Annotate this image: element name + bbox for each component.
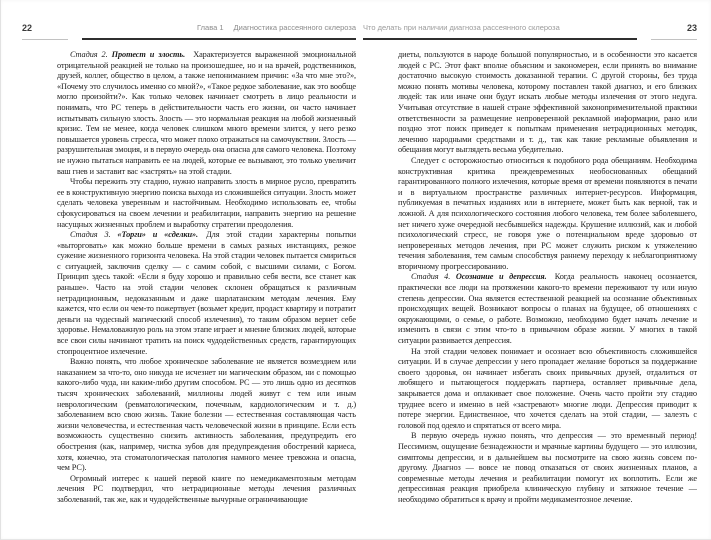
stage-label: Стадия 4. <box>411 272 456 282</box>
paragraph: Чтобы пережить эту стадию, нужно направить злость в мирное русло, превратить ее в конструктивную энергию поиска выхода из сложившейся ситуации. Злость может сделать человека уверенным и настойчивым. Необходимо использовать ее, чтобы сфокусироваться на своем лечении и реабилитации, направить энергию на решение насущных жизненных проблем и выработку стратегии преодоления. <box>57 177 356 229</box>
paragraph: Стадия 3. «Торги» и «сделки». Для этой стадии характерны попытки «выторговать» как можно больше времени в самых разных инстанциях, резкое сужение жизненного горизонта человека. На этой стадии человек пытается смириться с ситуацией, заключив сделку — с самим собой, с высшими силами, с Богом. Принцип здесь такой: «Если я буду хорошо и правильно себя вести, все станет как раньше». Часто на этой стадии человек склонен обращаться к различным нетрадиционным, недоказанным и даже шарлатанским методам лечения. Ему кажется, что если он чем-то пожертвует (возьмет кредит, продаст квартиру и потратит деньги на чудесный магический способ излечения), то таким образом вернет себе здоровье. Немаловажную роль на этом этапе играет и мнение близких людей, которые все свои силы начинают тратить на поиск чудодейственных средств, гарантирующих стопроцентное излечение. <box>57 230 356 356</box>
paragraph: Стадия 4. Осознание и депрессия. Когда реальность наконец осознается, практически все люди на протяжении какого-то времени переживают ту или иную степень депрессии. Она является естественной реакцией на осознание объективных происходящих вещей. Возникают вопросы о планах на будущее, об отношениях с окружающими, о семье, о работе. Возможно, необходимо будет начать лечение и изменить в связи с этим что-то в привычном образе жизни. У многих в такой ситуации развивается депрессия. <box>398 272 697 346</box>
paragraph: В первую очередь нужно понять, что депрессия — это временный период! Пессимизм, ощущение безнадежности и мрачные картины будущего — это иллюзии, симптомы депрессии, и в дальнейшем вы посмотрите на свою жизнь совсем по-другому. Диагноз — вовсе не повод отказаться от своих жизненных планов, а современные методы лечения и реабилитации помогут их воплотить. Если же депрессивная реакция приобрела клиническую глубину и затяжное течение — необходимо обратиться к врачу и пройти медикаментозное лечение. <box>398 431 697 504</box>
chapter-label: Глава 1 <box>197 23 224 32</box>
left-running-head-rule <box>82 17 356 40</box>
stage-label: Стадия 3. <box>70 230 118 240</box>
stage-title: Протест и злость. <box>111 50 194 59</box>
chapter-title: Диагностика рассеянного склероза <box>233 23 356 32</box>
paragraph: Следует с осторожностью относиться к подобного рода обещаниям. Необходима конструктивная критика преждевременных необоснованных обещаний гарантированного полного излечения, которые время от времени появляются в печати и в виртуальном пространстве различных интернет-ресурсов. Информация, публикуемая в печатных изданиях или в интернете, может быть как верной, так и ложной. А для психологического состояния любого человека, тем более заболевшего, нет ничего хуже очередной несбывшейся надежды. Крушение иллюзий, как и любой психологический стресс, не говоря уже о потенциальном вреде здоровью от непроверенных методов лечения, при РС может служить риском к утяжелению течения заболевания, тем самым способствуя раннему переходу к неблагоприятному вторичному прогрессированию. <box>398 155 697 271</box>
right-page-header <box>363 17 697 40</box>
right-running-head-rule <box>363 17 637 40</box>
stage-title: «Торги» и «сделки». <box>117 230 207 240</box>
paragraph: На этой стадии человек понимает и осознает всю объективность сложившейся ситуации. И в случае депрессии у него пропадает желание бороться за поддержание своего здоровья, он начинает избегать своих привычных друзей, отдалиться от любящего и пытающегося поддержать партнера, оставляет привычные дела, закрывается дома и оплакивает свое положение. Очень часто пройти эту стадию труднее всего и именно в ней «застревают» многие люди. Депрессия приводит к потере энергии. Единственное, что хочется сделать на этой стадии, — залезть с головой под одеяло и спрятаться от всего мира. <box>398 346 697 430</box>
paragraph: диеты, пользуются в народе большой популярностью, и в особенности это касается людей с РС. Этот факт вполне объясним и закономерен, если принять во внимание достаточно высокую стоимость доказанной терапии. С другой стороны, без труда можно понять мотивы человека, которому поставлен такой диагноз, и его близких людей: так или иначе они будут искать любые методы излечения от этого недуга. Учитывая отсутствие в нашей стране эффективной законоприменительной практики ответственности за размещение непроверенной рекламной информации, рано или поздно этот поиск приведет к попыткам применения нетрадиционных методик, лечению народными средствами и т. д., так как такие рекламные объявления и обещания могут выглядеть весьма убедительно. <box>398 50 697 155</box>
left-page <box>22 17 356 527</box>
left-page-header <box>22 17 356 40</box>
stage-title: Осознание и депрессия. <box>455 272 555 282</box>
left-page-number-cell <box>22 18 68 40</box>
page-number: 22 <box>22 23 33 33</box>
page-number: 23 <box>686 23 697 33</box>
right-page <box>363 17 697 527</box>
paragraph: Важно понять, что любое хроническое заболевание не является возмездием или наказанием за что-то, оно никуда не исчезнет ни магическим образом, ни с помощью какого-либо чуда, ни каким-либо другим способом. РС — это лишь одно из десятков тысяч хронических заболеваний, миллионы людей живут с тем или иным неврологическим (ревматологическим, почечным, кардиологическим и т. д.) заболеванием всю свою жизнь. Такие болезни — естественная составляющая часть жизни человечества, и естественная часть человеческой жизни в принципе. Если есть возможность существенно снизить активность заболевания, предупредить его обострения (как, например, чистка зубов для предупреждения обострений кариеса, хотя, конечно, эта стоматологическая патология намного менее тревожна и опасна, чем РС). <box>57 357 356 473</box>
left-page-body <box>57 50 356 527</box>
paragraph: Стадия 2. Протест и злость. Характеризуется выраженной эмоциональной отрицательной реакцией не только на произошедшее, но и на врачей, родственников, друзей, коллег, общество в целом, а также непониманием причин: «За что мне это?», «Почему это случилось именно со мной?», «Такое редкое заболевание, как это вообще могло произойти?». Как только человек начинает смотреть в лицо реальности и понимать, что РС теперь в действительности часть его жизни, он часто начинает испытывать сильную злость. Злость — это нормальная реакция на любой жизненный кризис. Тем не менее, когда человек слишком много времени злится, у него резко повышается уровень стресса, что может плохо отражаться на самочувствии. Злость — разрушительная эмоция, и в первую очередь она опасна для самого человека. Поэтому не нужно пытаться направить ее на людей, которые ее вызывают, это только увеличит ваш гнев и заставит вас «застрять» на этой стадии. <box>57 50 356 176</box>
right-page-number-cell <box>651 18 697 40</box>
right-page-body <box>398 50 697 527</box>
paragraph: Огромный интерес к нашей первой книге по немедикаментозным методам лечения РС подтвердил, что нетрадиционные методы лечения различных заболеваний, так же, как и чудодейственные вычурные ограничивающие <box>57 473 356 504</box>
running-head: Что делать при наличии диагноза рассеянного склероза <box>363 23 560 32</box>
stage-label: Стадия 2. <box>70 50 112 59</box>
running-head <box>197 23 356 32</box>
